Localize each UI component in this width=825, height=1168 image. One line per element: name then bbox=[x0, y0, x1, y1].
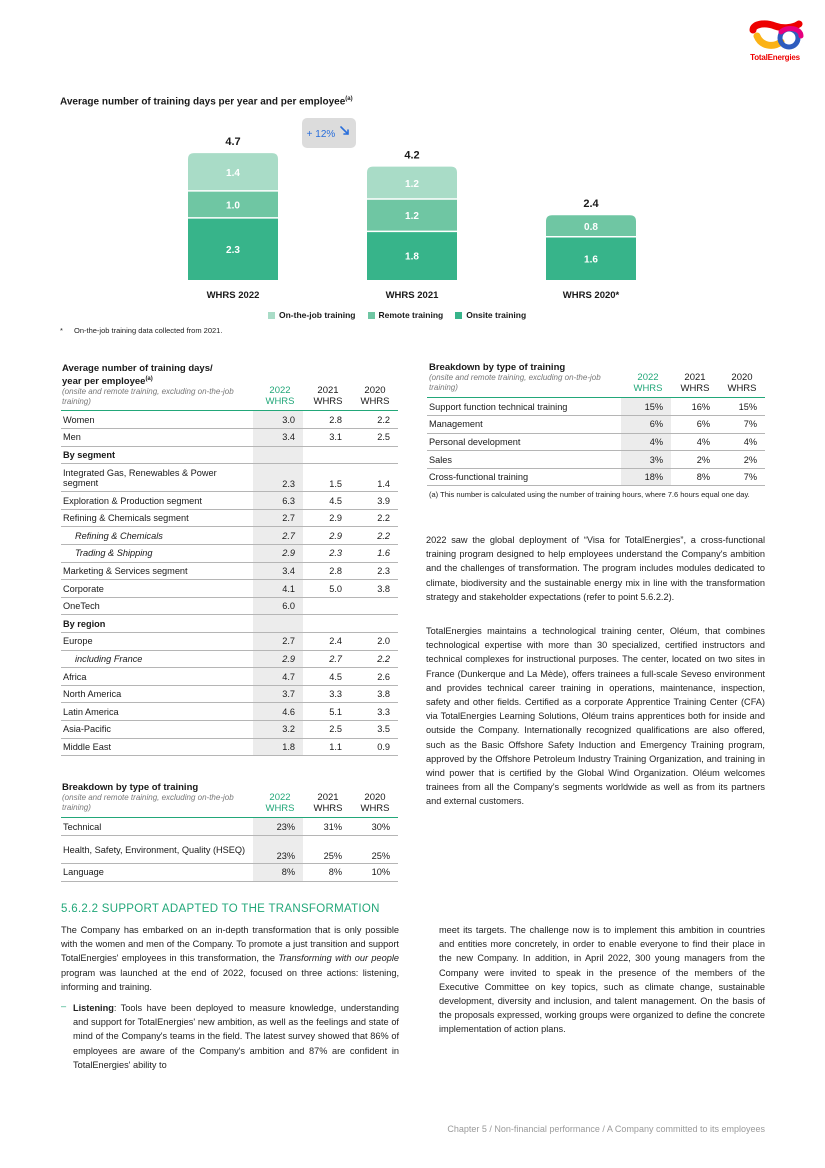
row-label: North America bbox=[61, 685, 253, 703]
paragraph-targets: meet its targets. The challenge now is to implement this ambition in countries and entities more concretely, in order to enable everyone to find their place in the new Company. In addition, in April 2022, 300 young managers from the Company were invited to speak in the presence of the members of the Executive Committee on key topics, such as climate change, sustainable development, diversity and inclusion, and talent management. On the basis of the proposals expressed, working groups were organized to define the concrete implementation of action plans. bbox=[439, 925, 765, 1035]
cell-2021: 25% bbox=[303, 836, 350, 864]
bar-total-label: 2.4 bbox=[583, 198, 599, 211]
cell-2022: 6% bbox=[621, 416, 671, 434]
row-label: Women bbox=[61, 411, 253, 429]
col-year: 2021 bbox=[684, 372, 706, 383]
segment-label: 1.2 bbox=[405, 178, 419, 190]
bullet-listening-label: Listening bbox=[73, 1003, 114, 1013]
table3-subtitle: (onsite and remote training, excluding on-the-job training) bbox=[429, 373, 601, 392]
cell-2022: 15% bbox=[621, 398, 671, 416]
cell-2020: 3.3 bbox=[350, 703, 398, 721]
cell-2021: 2.5 bbox=[303, 721, 350, 739]
bar-total-label: 4.7 bbox=[225, 136, 241, 149]
col-whrs: WHRS bbox=[360, 803, 390, 814]
cell-2022: 2.7 bbox=[253, 633, 303, 651]
table-row bbox=[61, 738, 398, 756]
table3-col-2022 bbox=[625, 372, 671, 394]
col-year: 2020 bbox=[364, 385, 386, 396]
segment-label: 1.0 bbox=[226, 200, 240, 212]
row-label: Support function technical training bbox=[427, 398, 621, 416]
cell-2020: 3.5 bbox=[350, 721, 398, 739]
cell-2021: 2.9 bbox=[303, 509, 350, 527]
cell-2022: 4.7 bbox=[253, 668, 303, 686]
row-label: Refining & Chemicals segment bbox=[61, 509, 253, 527]
cell-2021: 2.9 bbox=[303, 527, 350, 545]
table3-footnote-marker: (a) bbox=[429, 490, 439, 499]
legend-swatch bbox=[268, 312, 275, 319]
table-row bbox=[61, 597, 398, 615]
cell-2021: 5.0 bbox=[303, 580, 350, 598]
row-label: Europe bbox=[61, 633, 253, 651]
row-label: Sales bbox=[427, 451, 621, 469]
cell-2020 bbox=[350, 597, 398, 615]
col-year: 2021 bbox=[317, 792, 339, 803]
cell-2020: 2.6 bbox=[350, 668, 398, 686]
row-label: Language bbox=[61, 864, 253, 882]
table-row bbox=[427, 416, 765, 434]
table2-col-2020 bbox=[352, 792, 398, 814]
category-label: WHRS 2022 bbox=[206, 290, 260, 301]
cell-2022: 2.3 bbox=[253, 464, 303, 492]
cell-2020 bbox=[350, 446, 398, 464]
cell-2020: 2.2 bbox=[350, 509, 398, 527]
table-row bbox=[61, 545, 398, 563]
cell-2021: 5.1 bbox=[303, 703, 350, 721]
table-row bbox=[61, 864, 398, 882]
cell-2020: 2.2 bbox=[350, 650, 398, 668]
cell-2020: 7% bbox=[718, 416, 765, 434]
table-row bbox=[61, 615, 398, 633]
cell-2020: 10% bbox=[350, 864, 398, 882]
table-row bbox=[61, 836, 398, 864]
cell-2021: 31% bbox=[303, 818, 350, 836]
cell-2020: 1.6 bbox=[350, 545, 398, 563]
cell-2021: 2% bbox=[671, 451, 718, 469]
segment-label: 0.8 bbox=[584, 222, 598, 233]
table-row bbox=[61, 650, 398, 668]
row-label: Health, Safety, Environment, Quality (HSEQ) bbox=[61, 836, 253, 864]
cell-2021: 8% bbox=[671, 468, 718, 486]
legend-item bbox=[368, 310, 444, 320]
logo-wordmark: TotalEnergies bbox=[750, 53, 800, 62]
table1-title: Average number of training days/ bbox=[62, 363, 213, 374]
cell-2022: 2.9 bbox=[253, 545, 303, 563]
cell-2021: 1.5 bbox=[303, 464, 350, 492]
row-label: Exploration & Production segment bbox=[61, 492, 253, 510]
cell-2022: 2.7 bbox=[253, 527, 303, 545]
row-label: Integrated Gas, Renewables & Power segment bbox=[61, 464, 253, 492]
table3-footnote bbox=[429, 490, 765, 500]
table-row bbox=[61, 492, 398, 510]
segment-label: 2.3 bbox=[226, 244, 240, 256]
cell-2020: 2.5 bbox=[350, 429, 398, 447]
cell-2022 bbox=[253, 446, 303, 464]
table-row bbox=[61, 721, 398, 739]
chart-footnote-marker: * bbox=[60, 326, 63, 335]
chart-footnote-text: On-the-job training data collected from 2021. bbox=[74, 326, 223, 335]
row-label: Personal development bbox=[427, 433, 621, 451]
col-whrs: WHRS bbox=[265, 803, 295, 814]
legend-item bbox=[268, 310, 356, 320]
cell-2020: 3.8 bbox=[350, 685, 398, 703]
cell-2021: 1.1 bbox=[303, 738, 350, 756]
table3-col-2021 bbox=[672, 372, 718, 394]
cell-2020: 2.0 bbox=[350, 633, 398, 651]
row-label: OneTech bbox=[61, 597, 253, 615]
cell-2021: 2.4 bbox=[303, 633, 350, 651]
row-label: Men bbox=[61, 429, 253, 447]
row-label: Trading & Shipping bbox=[61, 545, 253, 563]
cell-2020: 0.9 bbox=[350, 738, 398, 756]
cell-2022: 3.4 bbox=[253, 562, 303, 580]
col-year: 2021 bbox=[317, 385, 339, 396]
legend-label: Onsite training bbox=[466, 310, 527, 320]
table1-subtitle: (onsite and remote training, excluding on-the-job training) bbox=[62, 387, 234, 406]
cell-2020: 3.9 bbox=[350, 492, 398, 510]
growth-badge-label: + 12% bbox=[306, 129, 336, 140]
cell-2022: 3.4 bbox=[253, 429, 303, 447]
cell-2022: 18% bbox=[621, 468, 671, 486]
table-row bbox=[61, 633, 398, 651]
row-label: Technical bbox=[61, 818, 253, 836]
table-row bbox=[61, 580, 398, 598]
table-row bbox=[61, 509, 398, 527]
cell-2022: 23% bbox=[253, 818, 303, 836]
col-whrs: WHRS bbox=[680, 383, 710, 394]
row-label: By region bbox=[61, 615, 253, 633]
table3 bbox=[427, 398, 765, 486]
cell-2022: 8% bbox=[253, 864, 303, 882]
chart-title-note: (a) bbox=[345, 96, 353, 102]
table1-title-note: (a) bbox=[145, 376, 153, 382]
table2-title: Breakdown by type of training bbox=[62, 782, 199, 793]
col-whrs: WHRS bbox=[313, 396, 343, 407]
row-label: Middle East bbox=[61, 738, 253, 756]
cell-2021: 4% bbox=[671, 433, 718, 451]
paragraph-intro bbox=[61, 923, 399, 994]
col-whrs: WHRS bbox=[633, 383, 663, 394]
cell-2022: 3.7 bbox=[253, 685, 303, 703]
intro-text-a: The Company has embarked on an in-depth transformation that is only possible with the women and men of the Company. To promote a just transition and support TotalEnergies' employees in this transformation, the bbox=[61, 925, 399, 964]
table-row bbox=[61, 527, 398, 545]
col-year: 2020 bbox=[364, 792, 386, 803]
table-row bbox=[427, 398, 765, 416]
segment-label: 1.6 bbox=[584, 254, 598, 266]
cell-2022 bbox=[253, 615, 303, 633]
cell-2021: 2.8 bbox=[303, 562, 350, 580]
table-row bbox=[427, 451, 765, 469]
table-row bbox=[61, 685, 398, 703]
legend-swatch bbox=[455, 312, 462, 319]
table3-title: Breakdown by type of training bbox=[429, 362, 566, 373]
table-row bbox=[61, 668, 398, 686]
table-row bbox=[61, 446, 398, 464]
table-row bbox=[61, 703, 398, 721]
row-label: Latin America bbox=[61, 703, 253, 721]
category-label: WHRS 2021 bbox=[385, 290, 439, 301]
table-row bbox=[61, 411, 398, 429]
bullet-listening-text: : Tools have been deployed to measure knowledge, understanding and support for TotalEnergies' new ambition, as well as the feelings and state of mind of the Company's teams in the field. The latest survey showed that 86% of employees are aware of the Company's ambition and 87% are confident in TotalEnergies' ability to bbox=[73, 1003, 399, 1070]
legend-label: On-the-job training bbox=[279, 310, 356, 320]
row-label: Asia-Pacific bbox=[61, 721, 253, 739]
table1-title2-text: year per employee bbox=[62, 376, 146, 388]
cell-2020 bbox=[350, 615, 398, 633]
intro-text-b: program was launched at the end of 2022, focused on three actions: listening, informing and training. bbox=[61, 967, 399, 992]
paragraph-oleum: TotalEnergies maintains a technological training center, Oléum, that combines technological expertise with more than 30 specialized, certified instructors and technical complexes for instructional purposes. The center, located on two sites in France (Dunkerque and La Mède), offers trainees a full-scale Seveso environment and provides technical career training in operations, maintenance, inspection, safety and other fields. Certified as a corporate Apprentice Training Center (CFA) via TotalEnergies Learning Solutions, Oléum trains apprentices both for inside and outside the Company. Internationally recognized qualifications are also offered, such as the Basic Offshore Safety Induction and Emergency Training program, approved by the Offshore Petroleum Industry Training Organization, and training in wind power that is certified by the Global Wind Organization. Oléum welcomes trainees from all the Company’s segments worldwide as well as from its partners and external customers. bbox=[426, 626, 765, 807]
table-row bbox=[61, 562, 398, 580]
table3-footnote-text: This number is calculated using the number of training hours, where 7.6 hours equal one day. bbox=[440, 490, 750, 499]
cell-2020: 2.3 bbox=[350, 562, 398, 580]
table3-col-2020 bbox=[719, 372, 765, 394]
cell-2022: 4.6 bbox=[253, 703, 303, 721]
cell-2021 bbox=[303, 615, 350, 633]
training-days-chart bbox=[0, 0, 825, 340]
page-footer: Chapter 5 / Non-financial performance / A Company committed to its employees bbox=[447, 1124, 765, 1134]
legend-swatch bbox=[368, 312, 375, 319]
bullet-dash: – bbox=[61, 1001, 67, 1011]
row-label: including France bbox=[61, 650, 253, 668]
intro-program-name: Transforming with our people bbox=[278, 953, 399, 964]
cell-2021: 6% bbox=[671, 416, 718, 434]
cell-2021: 2.3 bbox=[303, 545, 350, 563]
bar-total-label: 4.2 bbox=[404, 149, 420, 162]
table1-col-2020 bbox=[352, 385, 398, 407]
section-heading: 5.6.2.2 SUPPORT ADAPTED TO THE TRANSFORMATION bbox=[61, 903, 380, 915]
cell-2021: 2.8 bbox=[303, 411, 350, 429]
chart-footnote bbox=[60, 326, 222, 335]
row-label: Refining & Chemicals bbox=[61, 527, 253, 545]
cell-2022: 4.1 bbox=[253, 580, 303, 598]
table1-col-2022 bbox=[257, 385, 303, 407]
table2-col-2021 bbox=[305, 792, 351, 814]
segment-label: 1.4 bbox=[226, 168, 240, 179]
col-year: 2022 bbox=[269, 385, 291, 396]
table2-header bbox=[62, 782, 254, 812]
cell-2022: 2.7 bbox=[253, 509, 303, 527]
row-label: Africa bbox=[61, 668, 253, 686]
table2-col-2022 bbox=[257, 792, 303, 814]
table-row bbox=[61, 818, 398, 836]
cell-2020: 1.4 bbox=[350, 464, 398, 492]
cell-2020: 25% bbox=[350, 836, 398, 864]
col-whrs: WHRS bbox=[313, 803, 343, 814]
bullet-listening bbox=[73, 1001, 399, 1072]
cell-2020: 3.8 bbox=[350, 580, 398, 598]
cell-2020: 7% bbox=[718, 468, 765, 486]
table-row bbox=[427, 433, 765, 451]
cell-2022: 23% bbox=[253, 836, 303, 864]
cell-2022: 6.0 bbox=[253, 597, 303, 615]
chart-title-text: Average number of training days per year and per employee bbox=[60, 96, 346, 108]
segment-label: 1.8 bbox=[405, 251, 419, 263]
col-whrs: WHRS bbox=[265, 396, 295, 407]
col-year: 2020 bbox=[731, 372, 753, 383]
cell-2022: 3% bbox=[621, 451, 671, 469]
paragraph-visa: 2022 saw the global deployment of “Visa for TotalEnergies”, a cross-functional training program designed to help employees understand the Company's ambition and the challenges of transformation. The program includes modules dedicated to climate, biodiversity and the sustainable energy mix in line with the transformation strategy and stakeholder expectations (refer to point 5.6.2.2). bbox=[426, 535, 765, 602]
cell-2022: 6.3 bbox=[253, 492, 303, 510]
table1-header bbox=[62, 363, 254, 406]
col-whrs: WHRS bbox=[360, 396, 390, 407]
cell-2022: 1.8 bbox=[253, 738, 303, 756]
cell-2021 bbox=[303, 446, 350, 464]
cell-2021 bbox=[303, 597, 350, 615]
row-label: Management bbox=[427, 416, 621, 434]
chart-legend bbox=[268, 310, 526, 320]
cell-2022: 2.9 bbox=[253, 650, 303, 668]
cell-2021: 4.5 bbox=[303, 668, 350, 686]
category-label: WHRS 2020* bbox=[562, 290, 620, 301]
table1 bbox=[61, 411, 398, 756]
cell-2022: 3.2 bbox=[253, 721, 303, 739]
row-label: By segment bbox=[61, 446, 253, 464]
cell-2021: 3.3 bbox=[303, 685, 350, 703]
cell-2020: 15% bbox=[718, 398, 765, 416]
col-whrs: WHRS bbox=[727, 383, 757, 394]
table3-header bbox=[429, 362, 621, 392]
cell-2020: 30% bbox=[350, 818, 398, 836]
row-label: Corporate bbox=[61, 580, 253, 598]
cell-2020: 2% bbox=[718, 451, 765, 469]
col-year: 2022 bbox=[269, 792, 291, 803]
row-label: Marketing & Services segment bbox=[61, 562, 253, 580]
col-year: 2022 bbox=[637, 372, 659, 383]
cell-2021: 16% bbox=[671, 398, 718, 416]
cell-2020: 2.2 bbox=[350, 527, 398, 545]
cell-2021: 8% bbox=[303, 864, 350, 882]
row-label: Cross-functional training bbox=[427, 468, 621, 486]
cell-2020: 4% bbox=[718, 433, 765, 451]
table1-title-line2 bbox=[62, 374, 254, 387]
table-row bbox=[61, 464, 398, 492]
cell-2021: 3.1 bbox=[303, 429, 350, 447]
cell-2022: 3.0 bbox=[253, 411, 303, 429]
cell-2021: 4.5 bbox=[303, 492, 350, 510]
table1-col-2021 bbox=[305, 385, 351, 407]
cell-2021: 2.7 bbox=[303, 650, 350, 668]
legend-label: Remote training bbox=[378, 310, 444, 320]
legend-item bbox=[455, 310, 526, 320]
table2-subtitle: (onsite and remote training, excluding on-the-job training) bbox=[62, 793, 234, 812]
segment-label: 1.2 bbox=[405, 211, 419, 223]
table-row bbox=[427, 468, 765, 486]
cell-2022: 4% bbox=[621, 433, 671, 451]
cell-2020: 2.2 bbox=[350, 411, 398, 429]
table2 bbox=[61, 818, 398, 882]
table-row bbox=[61, 429, 398, 447]
